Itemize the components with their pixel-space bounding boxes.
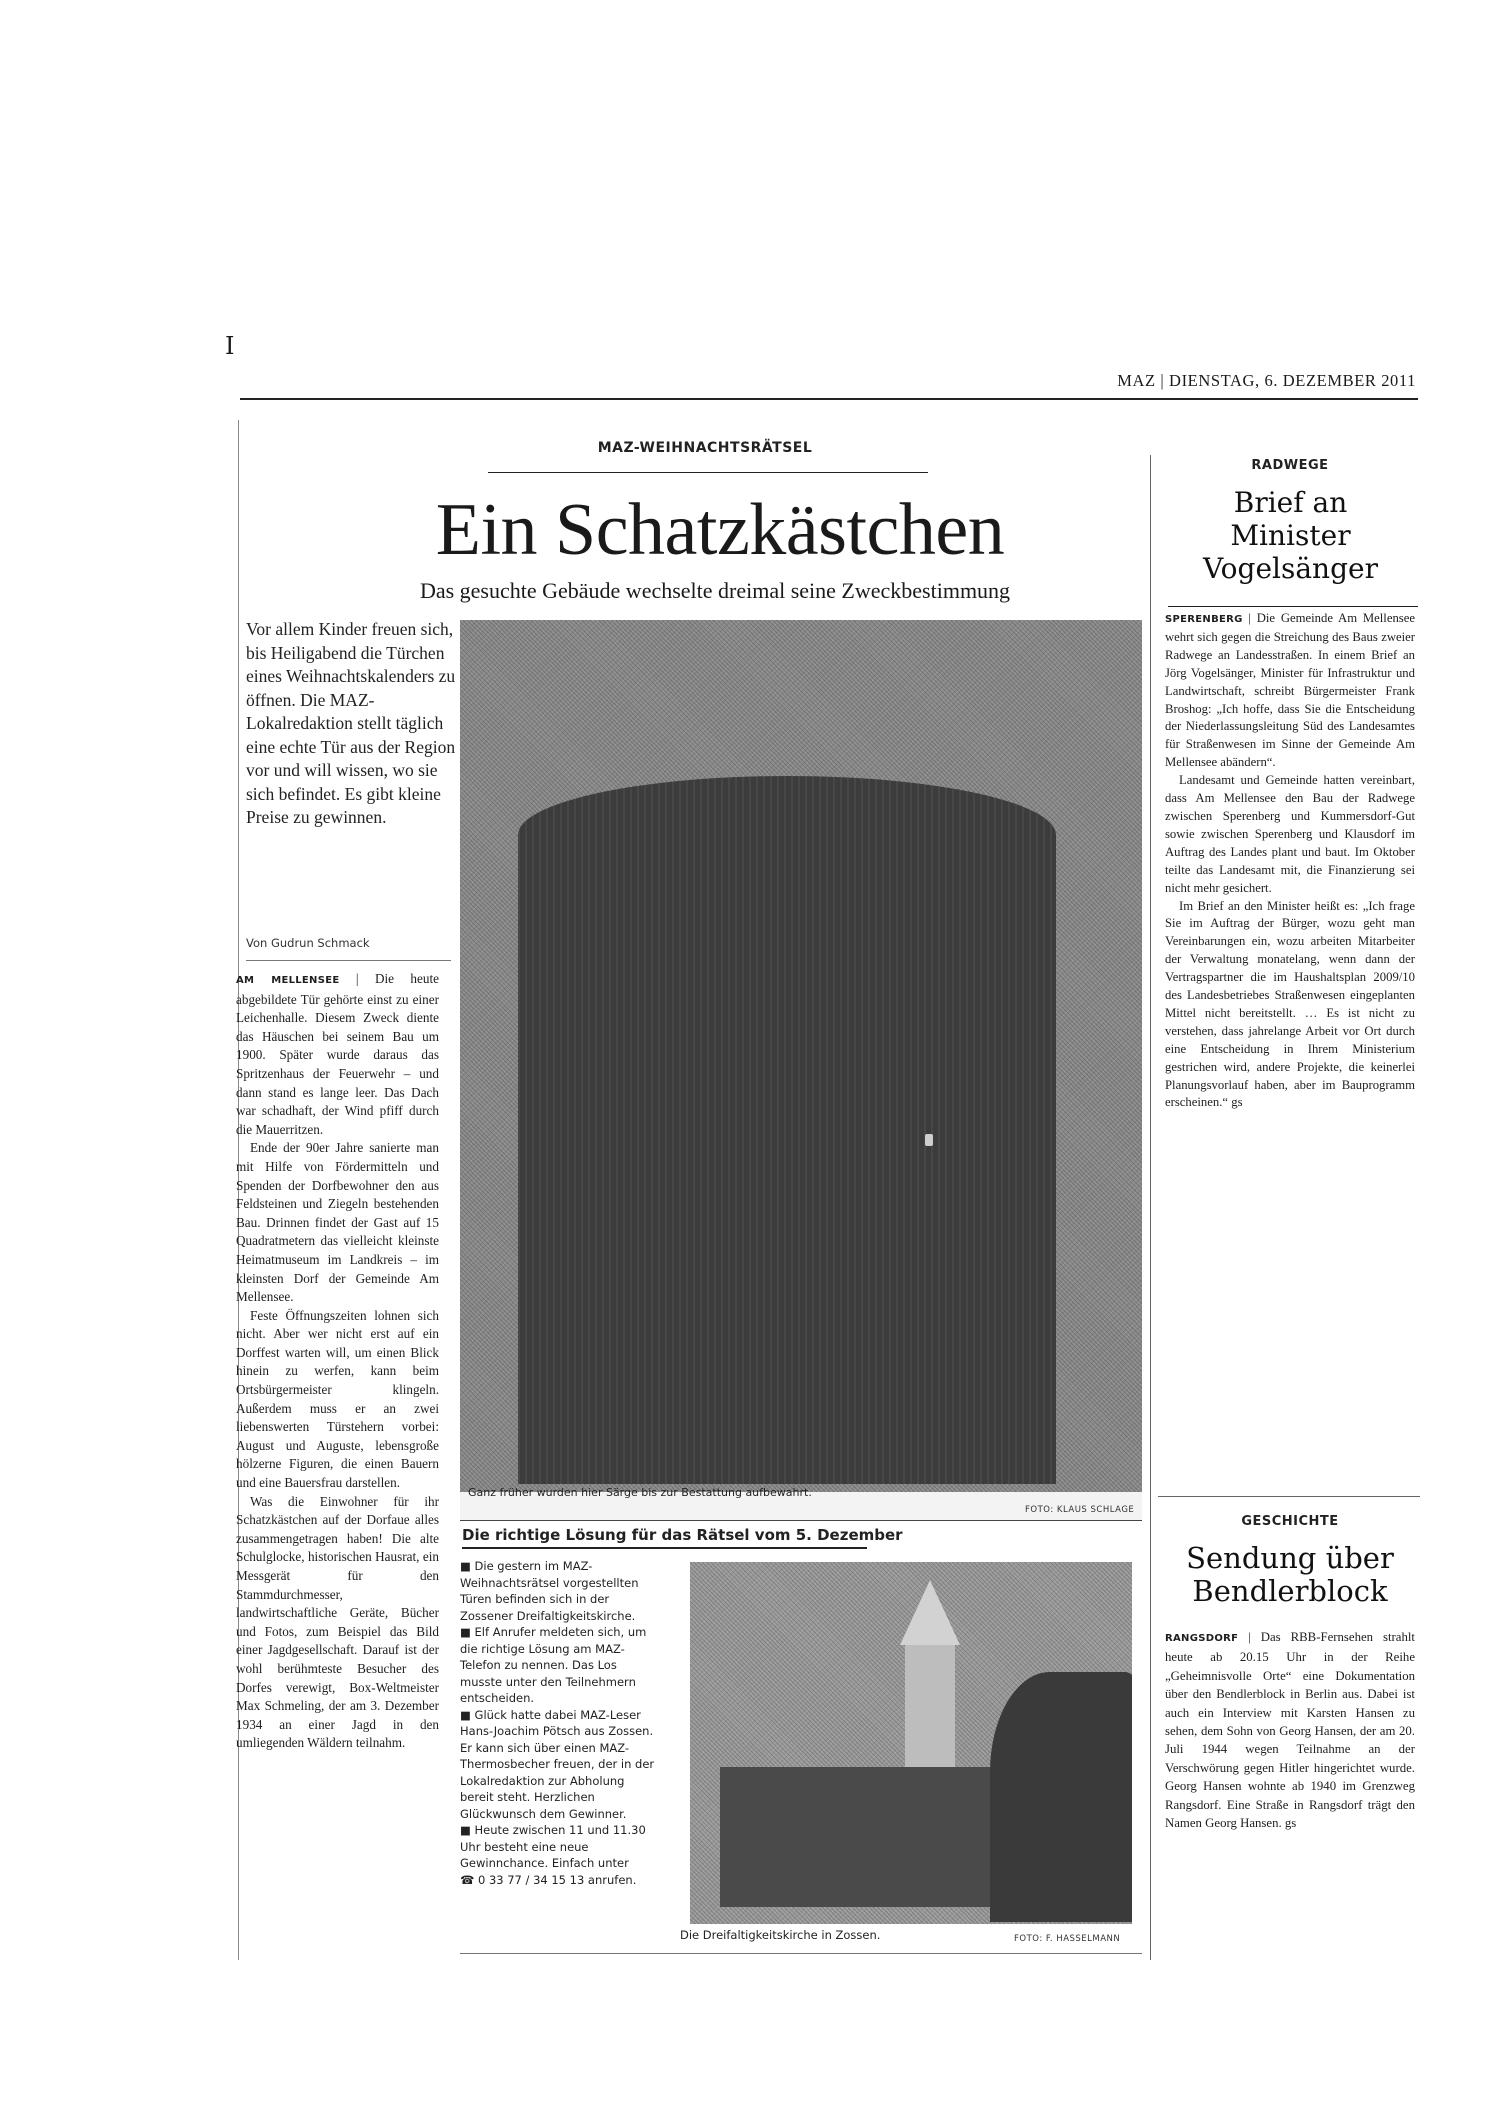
subheadline: Das gesuchte Gebäude wechselte dreimal seine Zweckbestimmung	[419, 578, 1011, 603]
solution-item-1: ■ Die gestern im MAZ-Weihnachtsrätsel vorgestellten Türen befinden sich in der Zossener Dreifaltigkeitskirche.	[460, 1559, 639, 1623]
solution-item-5: ☎ 0 33 77 / 34 15 13 anrufen.	[460, 1872, 637, 1887]
bottom-rule	[460, 1953, 1142, 1954]
solution-title-rule	[462, 1547, 867, 1549]
intro-text: Vor allem Kinder freuen sich, bis Heiligabend die Türchen eines Weihnachtskalenders zu öffnen. Die MAZ-Lokalredaktion stellt täglich eine echte Tür aus der Region vor und will wissen, wo sie sich befindet. Es gibt kleine Preise zu gewinnen.	[246, 619, 456, 827]
story-paragraph-1: Die heute abgebildete Tür gehörte einst zu einer Leichenhalle. Diesem Zweck diente das Häuschen bei seinem Bau um 1900. Später wurde daraus das Spritzenhaus der Feuerwehr – und dann stand es lange leer. Das Dach war schadhaft, der Wind pfiff durch die Mauerritzen.	[236, 971, 439, 1137]
radwege-body: SPERENBERG | Die Gemeinde Am Mellensee wehrt sich gegen die Streichung des Baus zweier Radwege an Landesstraßen. In einem Brief an Jörg Vogelsänger, Minister für Infrastruktur und Landwirtschaft, schreibt Bürgermeister Frank Broshog: „Ich hoffe, dass Sie die Entscheidung der Niederlassungsleitung Süd des Landesamtes für Straßenwesen im Sinne der Gemeinde Am Mellensee abändern“. Landesamt und Gemeinde hatten vereinbart, dass Am Mellensee den Bau der Radwege zwischen Sperenberg und Kummersdorf-Gut sowie zwischen Sperenberg und Klausdorf im Auftrag des Landes plant und baut. Im Oktober teilte das Landesamt mit, die Finanzierung sei nicht mehr gesichert. Im Brief an den Minister heißt es: „Ich frage Sie im Auftrag der Bürger, wozu geht man Vereinbarungen ein, wozu arbeiten Mitarbeiter der Verwaltung monatelang, wenn dann der Vertragspartner die im Haushaltsplan 2009/10 des Landesbetriebes Straßenwesen eingeplanten Mittel nicht bereitstellt. … Es ist nicht zu verstehen, dass jahrelange Arbeit vor Ort durch eine Entscheidung in Ihrem Ministerium gestrichen wird, andere Projekte, die keinerlei Planungsvorlauf haben, aber im Bauprogramm erscheinen.“ gs	[1165, 610, 1415, 1112]
page-marker: I	[225, 332, 235, 360]
geschichte-paragraph-1: Das RBB-Fernsehen strahlt heute ab 20.15 Uhr in der Reihe „Geheimnisvolle Orte“ eine Dokumentation über den Bendlerblock in Berlin aus. Dabei ist auch ein Interview mit Karsten Hansen zu sehen, dem Sohn von Georg Hansen, der am 20. Juli 1944 wegen Teilnahme an der Verschwörung gegen Hitler hingerichtet wurde. Georg Hansen wohnte ab 1940 im Grenzweg Rangsdorf. Eine Straße in Rangsdorf trägt den Namen Georg Hansen. gs	[1165, 1630, 1415, 1831]
church-trees	[990, 1672, 1132, 1922]
phone-icon: ☎	[460, 1872, 478, 1887]
radwege-kicker: RADWEGE	[1251, 458, 1329, 473]
bullet-icon: ■	[460, 1707, 475, 1722]
byline-rule	[246, 960, 451, 961]
radwege-paragraph-2: Landesamt und Gemeinde hatten vereinbart, dass Am Mellensee den Bau der Radwege zwischen Sperenberg und Kummersdorf-Gut sowie zwischen Sperenberg und Klausdorf im Auftrag des Landes plant und baut. Im Oktober teilte das Landesamt mit, die Finanzierung sei nicht mehr gesichert.	[1165, 773, 1415, 895]
story-paragraph-2: Ende der 90er Jahre sanierte man mit Hilfe von Fördermitteln und Spenden der Dorfbewohner den aus Feldsteinen und Ziegeln bestehenden Bau. Drinnen findet der Gast auf 15 Quadratmetern das vielleicht kleinste Heimatmuseum im Landkreis – im kleinsten Dorf der Gemeinde Am Mellensee.	[236, 1140, 439, 1305]
radwege-headline: Brief an Minister Vogelsänger	[1203, 486, 1378, 585]
bullet-icon: ■	[460, 1559, 475, 1573]
door-handle	[925, 1134, 933, 1146]
byline: Von Gudrun Schmack	[246, 936, 370, 950]
story-paragraph-4: Was die Einwohner für ihr Schatzkästchen auf der Dorfaue alles zusammengetragen haben! Die alte Schulglocke, historischen Hausrat, ein Messgerät für den Stammdurchmesser, landwirtschaftliche Geräte, Bücher und Fotos, zum Beispiel das Bild einer Jagdgesellschaft. Darauf ist der wohl berühmteste Besucher des Dorfes verewigt, Box-Weltmeister Max Schmeling, der am 3. Dezember 1934 an einer Jagd in den umliegenden Wäldern teilnahm.	[236, 1493, 439, 1751]
church-photo-credit: FOTO: F. HASSELMANN	[1014, 1934, 1121, 1944]
door-photo-caption: Ganz früher wurden hier Särge bis zur Bestattung aufbewahrt.	[468, 1486, 812, 1499]
radwege-paragraph-3: Im Brief an den Minister heißt es: „Ich frage Sie im Auftrag der Bürger, wozu geht man Vereinbarungen ein, wozu arbeiten Mitarbeiter der Verwaltung monatelang, wenn dann der Vertragspartner die im Haushaltsplan 2009/10 des Landesbetriebes Straßenwesen eingeplanten Mittel nicht bereitstellt. … Es ist nicht zu verstehen, dass jahrelange Arbeit vor Ort durch eine Entscheidung in Ihrem Ministerium gestrichen wird, andere Projekte, die keinerlei Planungsvorlauf haben, aber im Bauprogramm erscheinen.“ gs	[1165, 898, 1415, 1110]
geschichte-headline: Sendung über Bendlerblock	[1186, 1541, 1394, 1608]
story-kicker: MAZ-WEIHNACHTSRÄTSEL	[597, 440, 813, 456]
solution-item-2: ■ Elf Anrufer meldeten sich, um die richtige Lösung am MAZ-Telefon zu nennen. Das Los musste unter den Teilnehmern entscheiden.	[460, 1625, 647, 1705]
kicker-underline	[488, 472, 928, 473]
solution-list	[460, 1558, 655, 1888]
story-paragraph-3: Feste Öffnungszeiten lohnen sich nicht. Aber wer nicht erst auf ein Dorffest warten will, um einen Blick hinein zu werfen, kann beim Ortsbürgermeister klingeln. Außerdem muss er an zwei liebenswerten Türstehern vorbei: August und Auguste, lebensgroße hölzerne Figuren, die einen Bauern und eine Bauersfrau darstellen.	[236, 1307, 439, 1491]
door-shape	[518, 776, 1056, 1484]
radwege-paragraph-1: Die Gemeinde Am Mellensee wehrt sich gegen die Streichung des Baus zweier Radwege an Landesstraßen. In einem Brief an Jörg Vogelsänger, Minister für Infrastruktur und Landwirtschaft, schreibt Bürgermeister Frank Broshog: „Ich hoffe, dass Sie die Entscheidung der Niederlassungsleitung Süd des Landesamtes für Straßenwesen im Sinne der Gemeinde Am Mellensee abändern“.	[1165, 611, 1415, 770]
solution-item-4: ■ Heute zwischen 11 und 11.30 Uhr besteht eine neue Gewinnchance. Einfach unter	[460, 1823, 646, 1870]
geschichte-top-rule	[1158, 1496, 1420, 1497]
masthead-rule	[240, 398, 1418, 400]
story-dateline: AM MELLENSEE	[236, 975, 340, 986]
bullet-icon: ■	[460, 1823, 475, 1837]
door-photo	[460, 620, 1142, 1492]
church-nave	[720, 1767, 1010, 1907]
solution-title: Die richtige Lösung für das Rätsel vom 5. Dezember	[462, 1526, 903, 1544]
radwege-rule	[1168, 606, 1418, 607]
headline: Ein Schatzkästchen	[435, 489, 1005, 571]
church-photo-caption: Die Dreifaltigkeitskirche in Zossen.	[680, 1928, 881, 1942]
geschichte-kicker: GESCHICHTE	[1241, 1514, 1339, 1529]
door-photo-credit: FOTO: KLAUS SCHLAGE	[1025, 1505, 1135, 1515]
church-spire	[900, 1580, 960, 1645]
church-photo	[690, 1562, 1132, 1924]
solution-item-3: ■ Glück hatte dabei MAZ-Leser Hans-Joachim Pötsch aus Zossen. Er kann sich über einen MAZ-Thermosbecher freuen, der in der Lokalredaktion zur Abholung bereit steht. Herzlichen Glückwunsch dem Gewinner.	[460, 1707, 655, 1821]
radwege-dateline: SPERENBERG	[1165, 614, 1243, 625]
masthead: MAZ | DIENSTAG, 6. DEZEMBER 2011	[1117, 371, 1416, 390]
bullet-icon: ■	[460, 1625, 475, 1639]
column-rule-sidebar	[1150, 455, 1151, 1960]
geschichte-body: RANGSDORF | Das RBB-Fernsehen strahlt heute ab 20.15 Uhr in der Reihe „Geheimnisvolle Orte“ eine Dokumentation über den Bendlerblock in Berlin aus. Dabei ist auch ein Interview mit Karsten Hansen zu sehen, dem Sohn von Georg Hansen, der am 20. Juli 1944 wegen Teilnahme an der Verschwörung gegen Hitler hingerichtet wurde. Georg Hansen wohnte ab 1940 im Grenzweg Rangsdorf. Eine Straße in Rangsdorf trägt den Namen Georg Hansen. gs	[1165, 1630, 1415, 1831]
geschichte-dateline: RANGSDORF	[1165, 1633, 1239, 1644]
story-body: AM MELLENSEE | Die heute abgebildete Tür gehörte einst zu einer Leichenhalle. Diesem Zweck diente das Häuschen bei seinem Bau um 1900. Später wurde daraus das Spritzenhaus der Feuerwehr – und dann stand es lange leer. Das Dach war schadhaft, der Wind pfiff durch die Mauerritzen. Ende der 90er Jahre sanierte man mit Hilfe von Fördermitteln und Spenden der Dorfbewohner den aus Feldsteinen und Ziegeln bestehenden Bau. Drinnen findet der Gast auf 15 Quadratmetern das vielleicht kleinste Heimatmuseum im Landkreis – im kleinsten Dorf der Gemeinde Am Mellensee. Feste Öffnungszeiten lohnen sich nicht. Aber wer nicht erst auf ein Dorffest warten will, um einen Blick hinein zu werfen, kann beim Ortsbürgermeister klingeln. Außerdem muss er an zwei liebenswerten Türstehern vorbei: August und Auguste, lebensgroße hölzerne Figuren, die einen Bauern und eine Bauersfrau darstellen. Was die Einwohner für ihr Schatzkästchen auf der Dorfaue alles zusammengetragen haben! Die alte Schulglocke, historischen Hausrat, ein Messgerät für den Stammdurchmesser, landwirtschaftliche Geräte, Bücher und Fotos, zum Beispiel das Bild einer Jagdgesellschaft. Darauf ist der wohl berühmteste Besucher des Dorfes verewigt, Box-Weltmeister Max Schmeling, der am 3. Dezember 1934 an einer Jagd in den umliegenden Wäldern teilnahm.	[236, 970, 439, 1753]
